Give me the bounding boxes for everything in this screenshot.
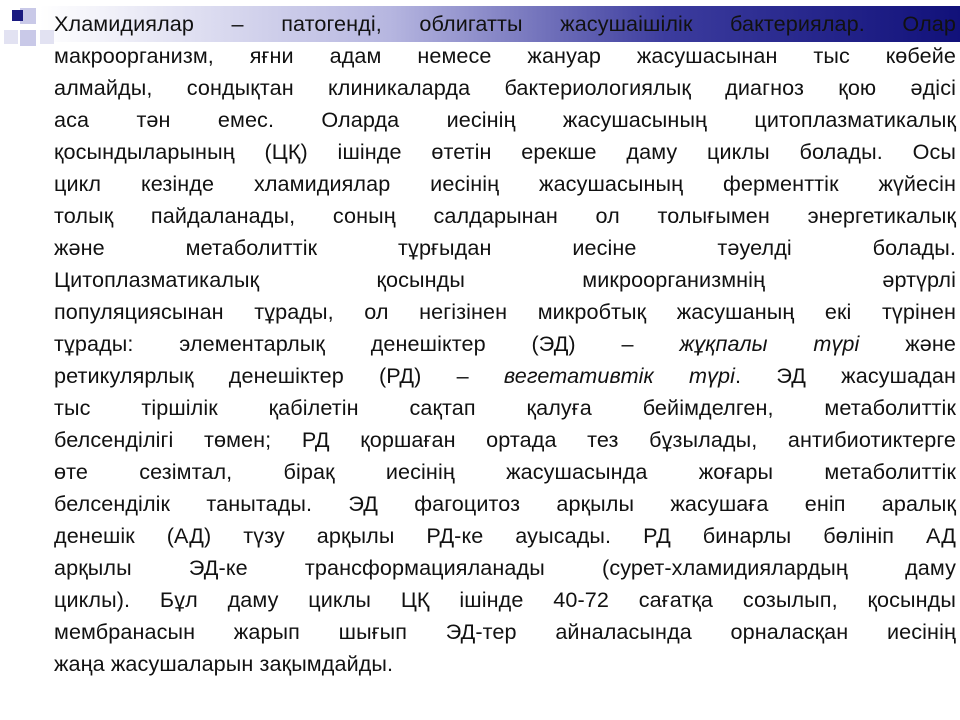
text-line: және метаболиттік тұрғыдан иесіне тәуелді болады. (54, 235, 956, 260)
text-line: толық пайдаланады, соның салдарынан ол толығымен энергетикалық (54, 203, 956, 228)
slide-content (8, 0, 957, 720)
text-line: Хламидиялар – патогенді, облигатты жасушаішілік бактериялар. Олар (54, 11, 956, 36)
text-line (54, 360, 956, 392)
text-line (54, 328, 956, 360)
text-fragment: тұрады: элементарлық денешіктер (ЭД) – (54, 331, 680, 356)
text-fragment: . ЭД жасушадан (735, 363, 956, 388)
text-line: белсенділігі төмен; РД қоршаған ортада тез бұзылады, антибиотиктерге (54, 427, 956, 452)
text-line: аса тән емес. Оларда иесінің жасушасының цитоплазматикалық (54, 107, 956, 132)
text-line: қосындыларының (ЦҚ) ішінде өтетін ерекше даму циклы болады. Осы (54, 139, 956, 164)
text-line: цикл кезінде хламидиялар иесінің жасушасының ферменттік жүйесін (54, 171, 956, 196)
text-line: денешік (АД) түзу арқылы РД-ке ауысады. РД бинарлы бөлініп АД (54, 523, 956, 548)
italic-term: жұқпалы түрі (679, 331, 860, 356)
text-line: жаңа жасушаларын зақымдайды. (54, 651, 394, 676)
text-line: мембранасын жарып шығып ЭД-тер айналасында орналасқан иесінің (54, 619, 956, 644)
bullet-square-icon (12, 10, 23, 21)
text-line: циклы). Бұл даму циклы ЦҚ ішінде 40-72 сағатқа созылып, қосынды (54, 587, 956, 612)
text-line: Цитоплазматикалық қосынды микроорганизмнің әртүрлі (54, 267, 956, 292)
italic-term: вегетативтік түрі (503, 363, 736, 388)
text-line: арқылы ЭД-ке трансформацияланады (сурет-хламидиялардың даму (54, 555, 956, 580)
text-line: популяциясынан тұрады, ол негізінен микробтық жасушаның екі түрінен (54, 299, 956, 324)
text-line: тыс тіршілік қабілетін сақтап қалуға бейімделген, метаболиттік (54, 395, 956, 420)
text-line: өте сезімтал, бірақ иесінің жасушасында жоғары метаболиттік (54, 459, 956, 484)
text-line: белсенділік танытады. ЭД фагоцитоз арқылы жасушаға еніп аралық (54, 491, 956, 516)
body-text (54, 8, 956, 680)
text-fragment: және (859, 331, 957, 356)
text-fragment: ретикулярлық денешіктер (РД) – (54, 363, 504, 388)
text-line: алмайды, сондықтан клиникаларда бактериологиялық диагноз қою әдісі (54, 75, 956, 100)
text-line: макроорганизм, яғни адам немесе жануар жасушасынан тыс көбейе (54, 43, 956, 68)
